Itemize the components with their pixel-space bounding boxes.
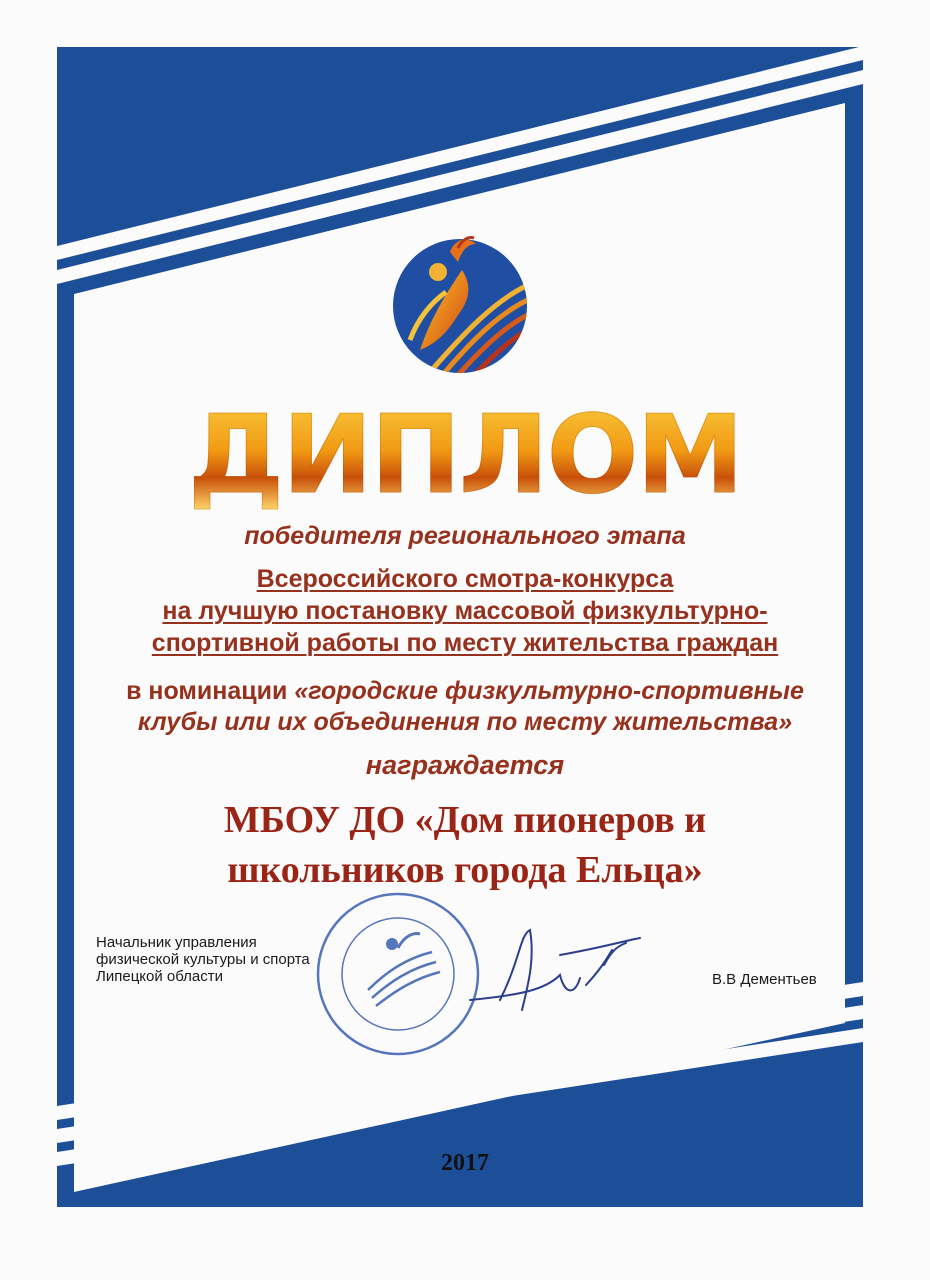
- nomination-prefix: в номинации: [126, 677, 288, 705]
- nomination-line-1: [0, 676, 930, 707]
- nomination-name-part-1: «городские физкультурно-спортивные: [294, 677, 804, 705]
- recipient-line-2: школьников города Ельца»: [227, 849, 703, 891]
- diploma-subtitle: победителя регионального этапа: [244, 522, 686, 550]
- nomination-name-part-2: клубы или их объединения по месту жительства»: [137, 708, 793, 736]
- contest-line-1: Всероссийского смотра-конкурса: [256, 565, 674, 593]
- awarded-label: награждается: [365, 750, 565, 780]
- signatory-position-line-1: Начальник управления: [96, 934, 257, 951]
- contest-line-2: на лучшую постановку массовой физкультурно-: [162, 597, 768, 625]
- contest-line-3: спортивной работы по месту жительства граждан: [151, 629, 779, 657]
- diploma-title: ДИПЛОМ: [0, 402, 930, 510]
- recipient-line-1: МБОУ ДО «Дом пионеров и: [223, 799, 707, 841]
- signatory-position-line-3: Липецкой области: [96, 968, 224, 985]
- signatory-name: В.В Дементьев: [712, 971, 817, 988]
- sports-emblem-logo: [393, 237, 536, 390]
- handwritten-signature: [470, 930, 640, 1010]
- nomination-line-2: [0, 707, 930, 738]
- signatory-position: [96, 934, 310, 985]
- official-stamp: [318, 894, 478, 1054]
- signatory-position-line-2: физической культуры и спорта: [96, 951, 310, 968]
- diploma-year: 2017: [441, 1150, 489, 1176]
